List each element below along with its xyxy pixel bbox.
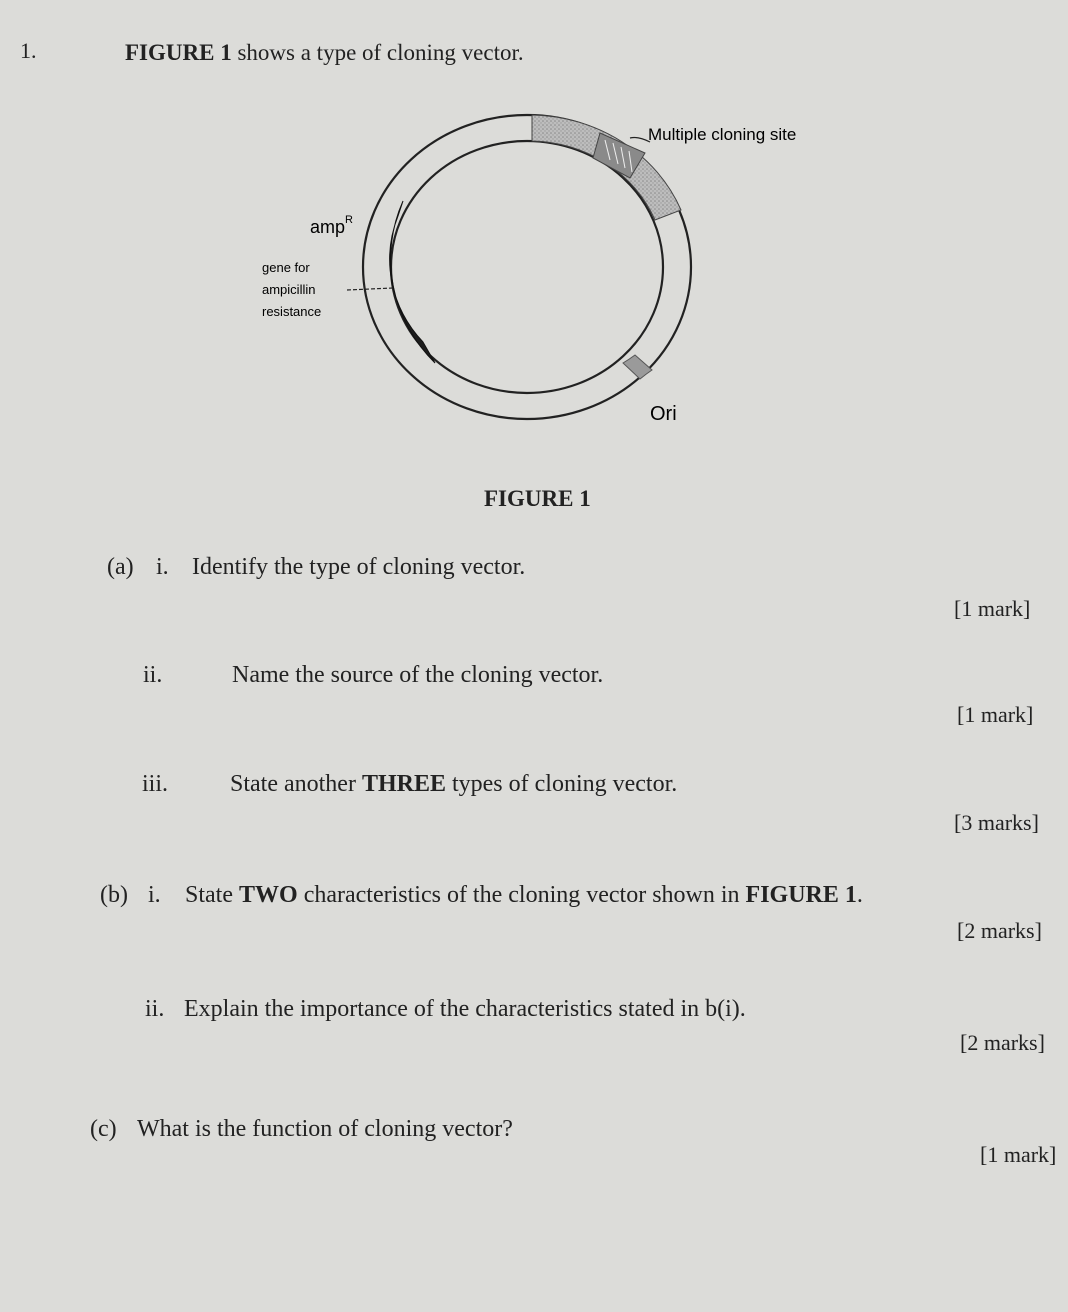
amp-label-text: amp bbox=[310, 217, 346, 237]
figure-caption: FIGURE 1 bbox=[484, 486, 591, 511]
part-a-iii-text bbox=[230, 771, 677, 798]
mcs-label: Multiple cloning site bbox=[648, 125, 797, 144]
part-b-i-num: i. bbox=[148, 882, 161, 908]
part-c-marks: [1 mark] bbox=[980, 1142, 1057, 1167]
part-b-i-marks: [2 marks] bbox=[957, 918, 1042, 943]
part-b-ii-marks: [2 marks] bbox=[960, 1030, 1045, 1055]
part-b-i-text-post: . bbox=[856, 882, 863, 908]
plasmid-diagram bbox=[250, 100, 870, 440]
part-b-i-text-mid: characteristics of the cloning vector shown in bbox=[297, 882, 746, 908]
part-b-label: (b) bbox=[100, 882, 128, 908]
part-a-iii-marks: [3 marks] bbox=[954, 810, 1039, 835]
amp-gene-segment bbox=[390, 201, 435, 363]
part-a-i-num: i. bbox=[156, 554, 169, 580]
ori-segment bbox=[623, 355, 652, 379]
part-b-i-text-pre: State bbox=[185, 882, 239, 908]
gene-pointer bbox=[347, 288, 393, 290]
part-b-i-text-bold: TWO bbox=[239, 882, 298, 908]
part-a-i-text: Identify the type of cloning vector. bbox=[192, 554, 526, 580]
part-a-iii-text-pre: State another bbox=[230, 771, 362, 797]
part-a-iii-text-post: types of cloning vector. bbox=[445, 771, 678, 797]
gene-label-line2: ampicillin bbox=[262, 282, 316, 297]
part-a-i-marks: [1 mark] bbox=[954, 596, 1031, 621]
part-b-ii-num: ii. bbox=[145, 996, 165, 1022]
intro-text: shows a type of cloning vector. bbox=[231, 40, 524, 65]
part-a-ii-text: Name the source of the cloning vector. bbox=[232, 662, 604, 688]
part-b-i-text-bold2: FIGURE 1 bbox=[745, 882, 857, 908]
gene-label-line3: resistance bbox=[262, 304, 322, 319]
part-b-i-text bbox=[185, 882, 863, 909]
part-a-ii-marks: [1 mark] bbox=[957, 702, 1034, 727]
part-a-iii-text-bold: THREE bbox=[361, 771, 446, 797]
gene-label-line1: gene for bbox=[262, 260, 310, 275]
part-c-label: (c) bbox=[90, 1116, 117, 1142]
ori-label: Ori bbox=[650, 403, 677, 425]
plasmid-inner-ring bbox=[391, 141, 663, 393]
question-number: 1. bbox=[20, 38, 37, 63]
part-a-label: (a) bbox=[107, 554, 134, 580]
part-a-iii-num: iii. bbox=[142, 771, 169, 797]
question-intro bbox=[125, 40, 524, 66]
part-a-ii-num: ii. bbox=[143, 662, 163, 688]
amp-label-sup: R bbox=[345, 214, 353, 226]
amp-label bbox=[310, 214, 353, 237]
part-b-ii-text: Explain the importance of the characteristics stated in b(i). bbox=[184, 996, 746, 1022]
part-c-text: What is the function of cloning vector? bbox=[137, 1116, 513, 1142]
intro-figure-ref: FIGURE 1 bbox=[125, 40, 232, 65]
mcs-pointer bbox=[630, 138, 650, 143]
